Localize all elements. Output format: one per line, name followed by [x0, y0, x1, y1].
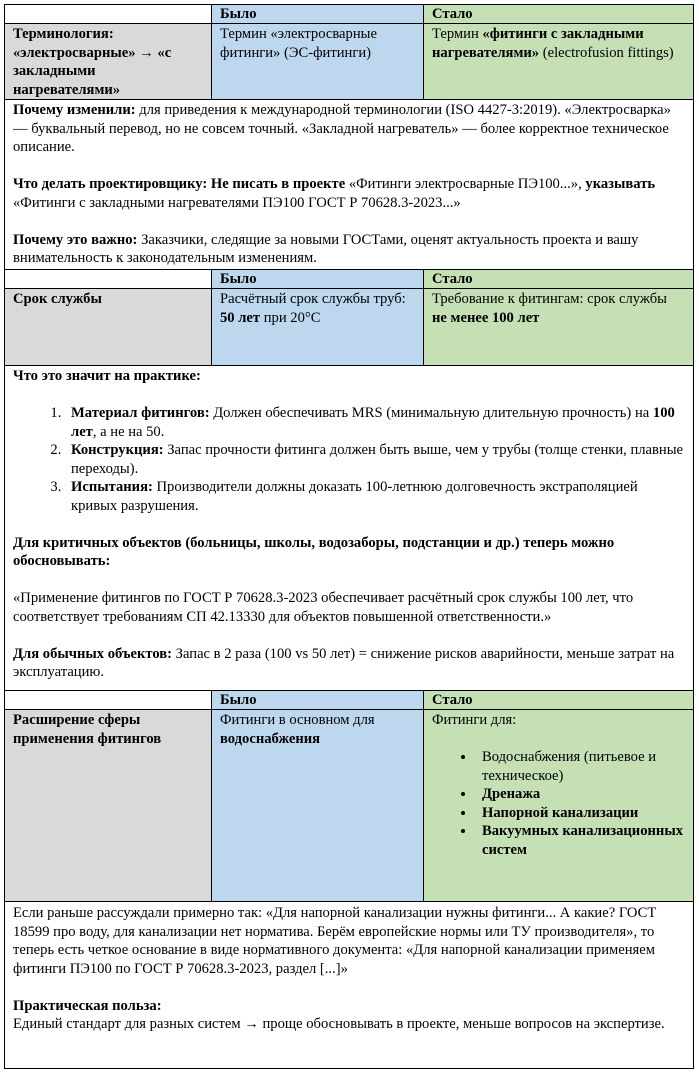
item-text: Запас прочности фитинга должен быть выше, чем у трубы (толще стенки, плавные переходы).	[71, 442, 684, 477]
row-label-scope: Расширение сферы применения фитингов	[5, 710, 211, 901]
item-label: Испытания:	[71, 479, 153, 495]
now-bold: не менее 100 лет	[432, 309, 540, 326]
now-cell-lifetime	[423, 289, 693, 365]
table-row-scope	[4, 709, 694, 901]
now-cell-terminology	[423, 24, 693, 99]
row-label-terminology: Терминология: «электросварные» → «с закладными нагревателями»	[5, 24, 211, 99]
why-text: для приведения к международной терминологии (ISO 4427-3:2019). «Электросварка» — буквальный перевод, но не совсем точный. «Закладной нагреватель» — более корректное техническое описание.	[13, 102, 671, 155]
header-was: Было	[211, 270, 423, 288]
benefit-text: Единый стандарт для разных систем → проще обосновывать в проекте, меньше вопросов на экспертизе.	[13, 1016, 665, 1032]
what-text-1: «Фитинги электросварные ПЭ100...»,	[345, 176, 586, 192]
item-bold: 100 лет	[71, 405, 675, 440]
list-item: • Напорной канализации	[476, 804, 685, 823]
header-now: Стало	[423, 691, 693, 709]
note-lifetime	[4, 365, 694, 690]
document-page	[4, 4, 694, 1069]
benefit-heading: Практическая польза:	[13, 997, 162, 1014]
item-text: Производители должны доказать 100-летнюю долговечность экстраполяцией кривых разрушения.	[71, 479, 638, 514]
table-header-scope	[4, 690, 694, 709]
header-was: Было	[211, 5, 423, 23]
table-row-terminology	[4, 23, 694, 99]
application-list	[432, 748, 685, 859]
note-terminology	[4, 99, 694, 269]
now-cell-scope	[423, 710, 693, 901]
row-label-lifetime: Срок службы	[5, 289, 211, 365]
ordinary-objects-paragraph	[13, 645, 685, 682]
why-changed-paragraph	[13, 101, 685, 157]
header-empty-cell	[5, 691, 211, 709]
now-bold: «фитинги с закладными нагревателями»	[432, 26, 644, 61]
was-cell-scope	[211, 710, 423, 901]
header-now: Стало	[423, 5, 693, 23]
was-text: Термин «электросварные фитинги» (ЭС-фитинги)	[220, 26, 377, 61]
header-was: Было	[211, 691, 423, 709]
table-header-lifetime	[4, 269, 694, 288]
critical-objects-heading: Для критичных объектов (больницы, школы, водозаборы, подстанции и др.) теперь можно обосновывать:	[13, 534, 615, 569]
now-suffix: (electrofusion fittings)	[539, 44, 674, 61]
list-item	[65, 404, 685, 441]
was-suffix: при 20°C	[260, 309, 321, 326]
practice-list	[13, 404, 685, 515]
why-label: Почему изменили:	[13, 102, 136, 118]
list-item	[65, 478, 685, 515]
practice-heading: Что это значит на практике:	[13, 368, 201, 384]
list-item: • Водоснабжения (питьевое и техническое)	[476, 748, 685, 785]
list-item	[65, 441, 685, 478]
quote-paragraph: «Применение фитингов по ГОСТ Р 70628.3-2023 обеспечивает расчётный срок службы 100 лет, что соответствует требованиям СП 42.13330 для объектов повышенной ответственности.»	[13, 590, 634, 625]
important-label: Почему это важно:	[13, 231, 138, 248]
was-prefix: Фитинги в основном для	[220, 712, 375, 728]
item-label: Конструкция:	[71, 442, 164, 458]
ordinary-text: Запас в 2 раза (100 vs 50 лет) = снижение рисков аварийности, меньше затрат на эксплуатацию.	[13, 645, 675, 680]
now-prefix: Термин	[432, 26, 483, 42]
header-now: Стало	[423, 270, 693, 288]
item-text-2: , а не на 50.	[92, 423, 165, 440]
now-intro: Фитинги для:	[432, 712, 517, 728]
was-cell-lifetime	[211, 289, 423, 365]
was-bold: 50 лет	[220, 309, 261, 326]
item-text: Должен обеспечивать MRS (минимальную длительную прочность) на	[209, 405, 653, 421]
was-bold: водоснабжения	[220, 730, 321, 747]
table-header-terminology	[4, 4, 694, 23]
was-prefix: Расчётный срок службы труб:	[220, 291, 406, 307]
why-important-paragraph	[13, 231, 685, 268]
reasoning-paragraph: Если раньше рассуждали примерно так: «Для напорной канализации нужны фитинги... А какие? ГОСТ 18599 про воду, для канализации нет норматива. Берём европейские нормы или ТУ производителя», то теперь есть четкое основание в виде нормативного документа: «Для напорной канализации применяем фитинги ПЭ100 по ГОСТ Р 70628.3-2023, раздел [...]»	[13, 905, 657, 977]
what-bold-2: указывать	[585, 176, 656, 192]
list-item: • Дренажа	[476, 785, 685, 804]
ordinary-label: Для обычных объектов:	[13, 645, 173, 662]
now-prefix: Требование к фитингам: срок службы	[432, 291, 667, 307]
header-empty-cell	[5, 270, 211, 288]
table-row-lifetime	[4, 288, 694, 365]
what-to-do-paragraph	[13, 175, 685, 212]
what-text-2: «Фитинги с закладными нагревателями ПЭ100 ГОСТ Р 70628.3-2023...»	[13, 194, 461, 211]
header-empty-cell	[5, 5, 211, 23]
item-label: Материал фитингов:	[71, 405, 210, 421]
note-scope	[4, 901, 694, 1069]
was-cell-terminology	[211, 24, 423, 99]
what-label: Что делать проектировщику: Не писать в проекте	[13, 176, 346, 192]
important-text: Заказчики, следящие за новыми ГОСТами, оценят актуальность проекта и вашу внимательность к законодательным изменениям.	[13, 231, 639, 266]
list-item: • Вакуумных канализационных систем	[476, 822, 685, 859]
